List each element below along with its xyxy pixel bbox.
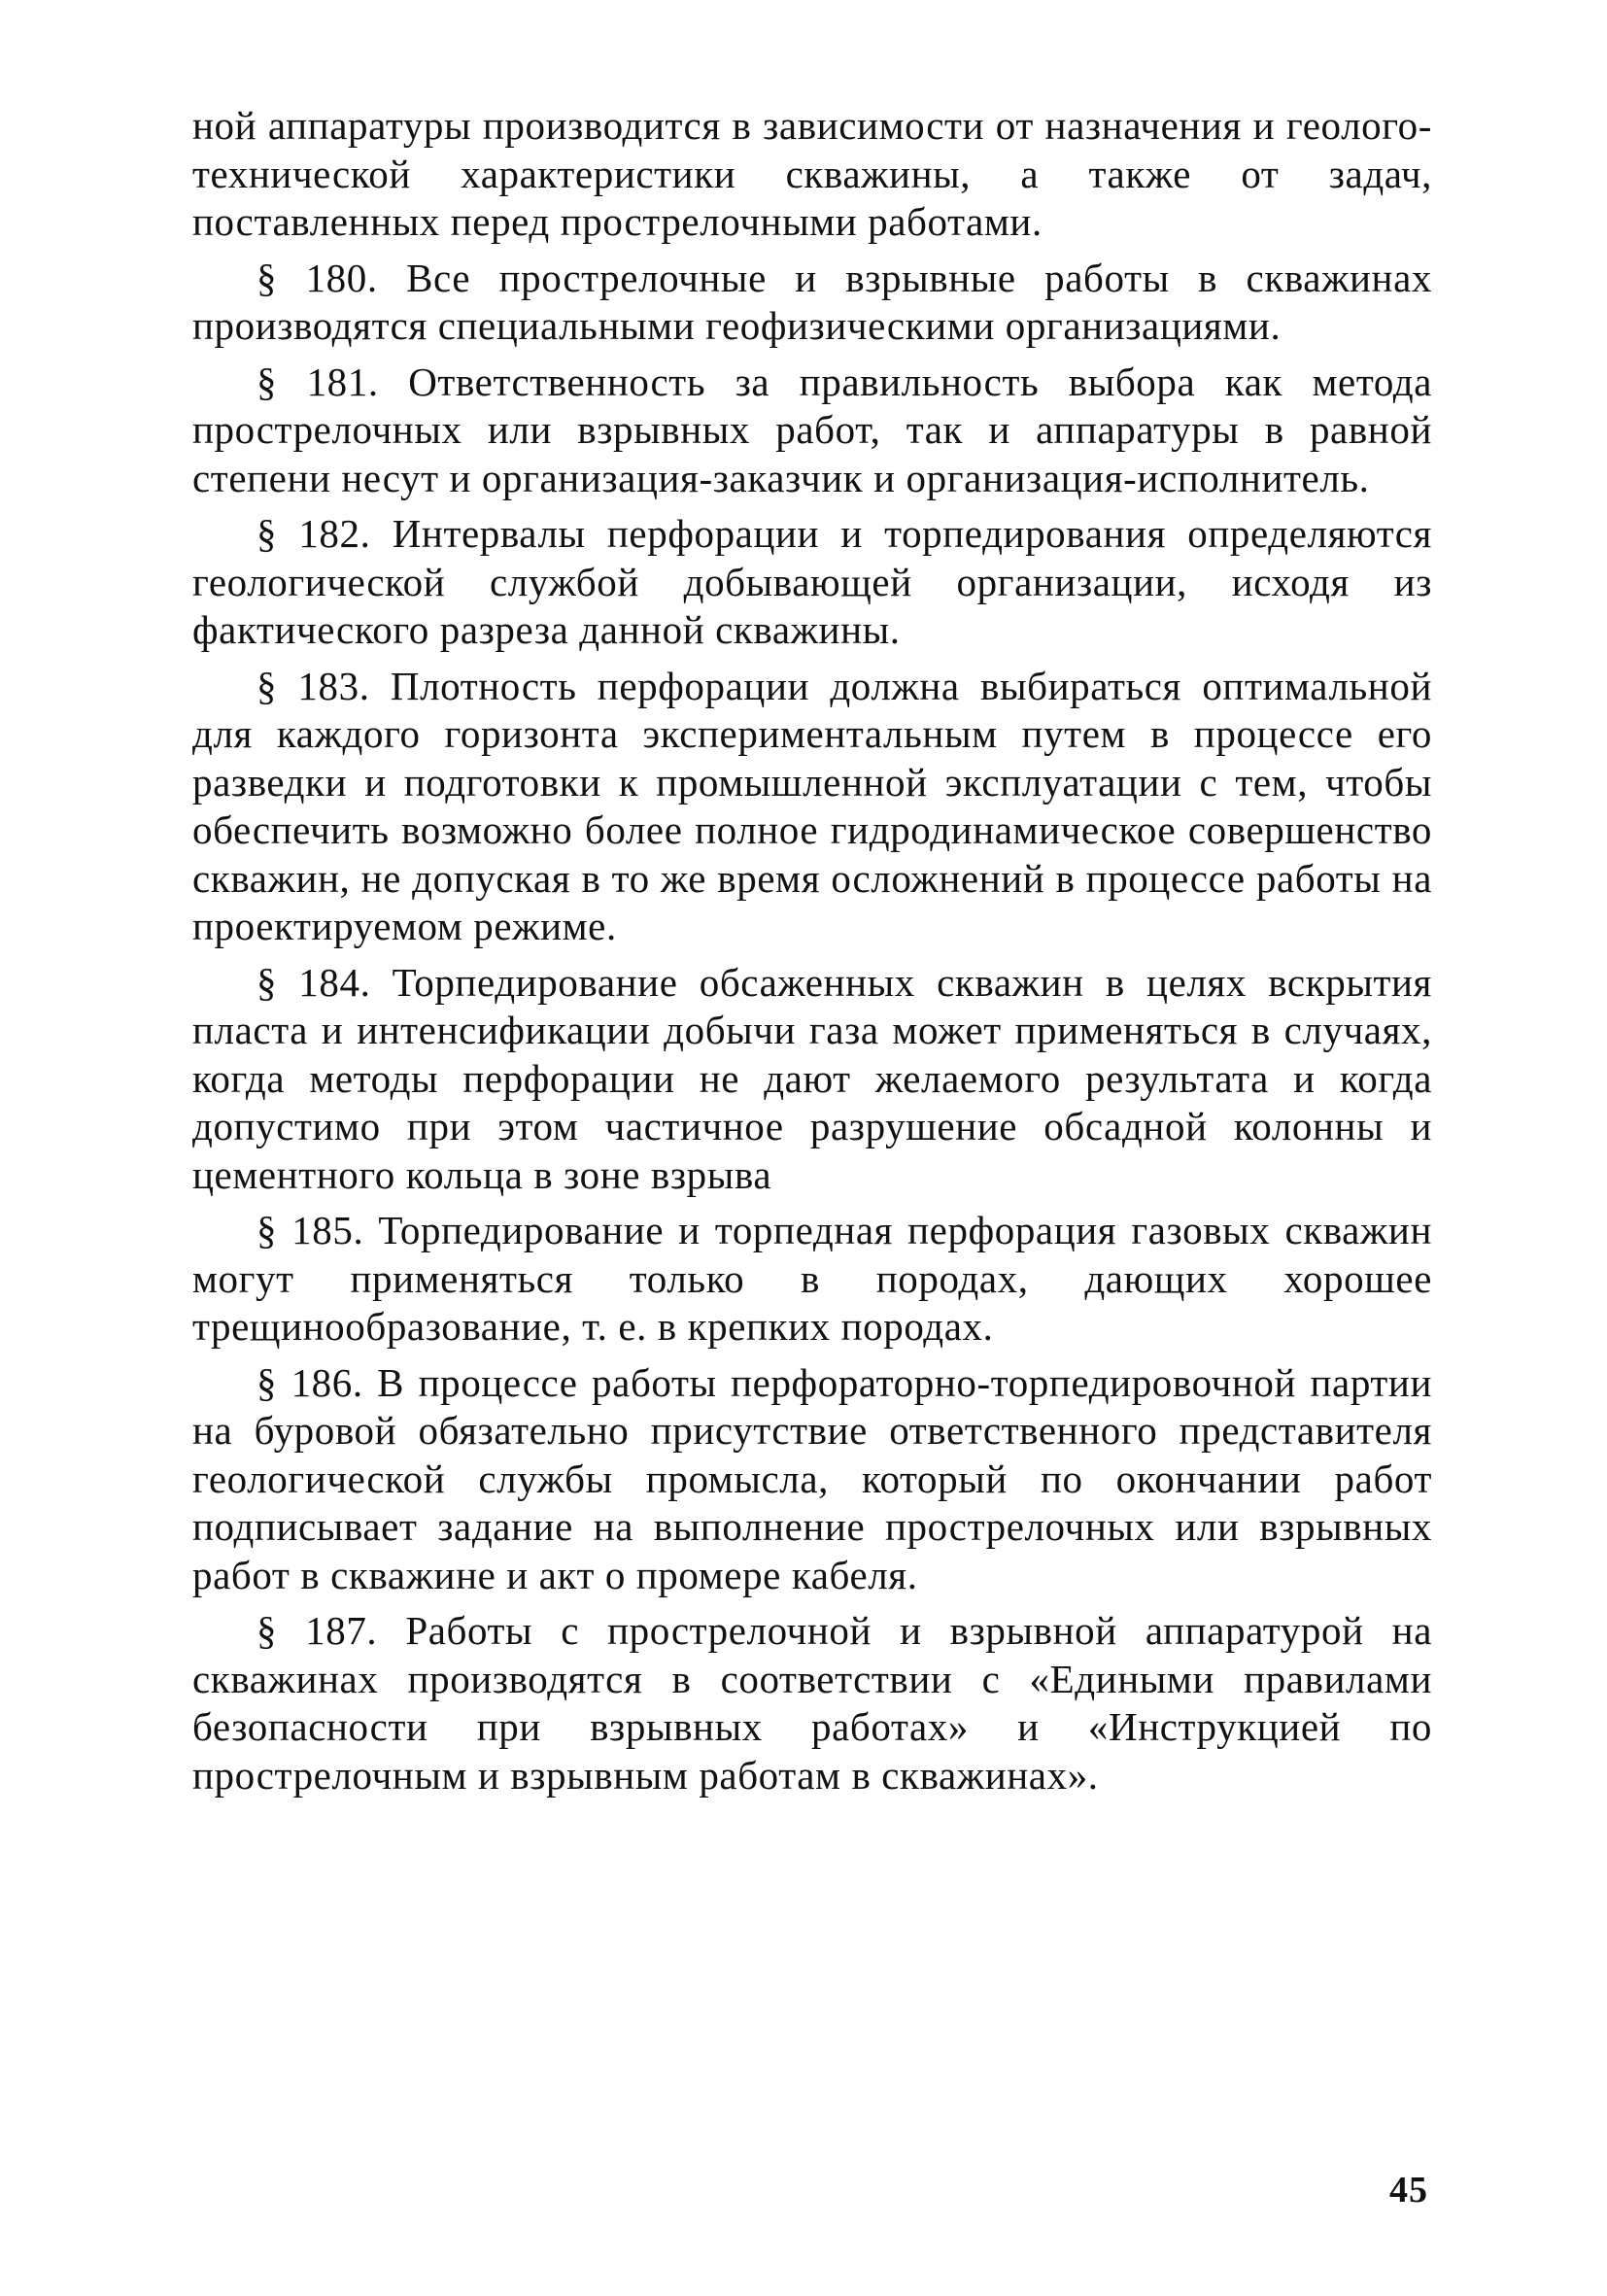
- paragraph-section-185: § 185. Торпедирование и торпедная перфорация газовых скважин могут применяться только в породах, дающих хорошее трещинообразование, т. е. в крепких породах.: [192, 1208, 1432, 1349]
- paragraph-section-187: § 187. Работы с прострелочной и взрывной аппаратурой на скважинах производятся в соответствии с «Едиными правилами безопасности при взрывных работах» и «Инструкцией по прострелочным и взрывным работам в скважинах».: [192, 1608, 1432, 1798]
- page-number: 45: [1389, 2170, 1428, 2210]
- document-page: [192, 102, 1432, 1807]
- paragraph-continuation: ной аппаратуры производится в зависимости от назначения и геолого-технической характеристики скважины, а также от задач, поставленных перед прострелочными работами.: [192, 103, 1432, 244]
- paragraph-section-181: § 181. Ответственность за правильность выбора как метода прострелочных или взрывных работ, так и аппаратуры в равной степени несут и организация-заказчик и организация-исполнитель.: [192, 359, 1432, 500]
- paragraph-section-186: § 186. В процессе работы перфораторно-торпедировочной партии на буровой обязательно присутствие ответственного представителя геологической службы промысла, который по окончании работ подписывает задание на выполнение прострелочных или взрывных работ в скважине и акт о промере кабеля.: [192, 1359, 1432, 1597]
- paragraph-section-180: § 180. Все прострелочные и взрывные работы в скважинах производятся специальными геофизическими организациями.: [192, 255, 1432, 348]
- paragraph-section-184: § 184. Торпедирование обсаженных скважин в целях вскрытия пласта и интенсификации добычи газа может применяться в случаях, когда методы перфорации не дают желаемого результата и когда допустимо при этом частичное разрушение обсадной колонны и цементного кольца в зоне взрыва: [192, 959, 1432, 1197]
- paragraph-section-183: § 183. Плотность перфорации должна выбираться оптимальной для каждого горизонта экспериментальным путем в процессе его разведки и подготовки к промышленной эксплуатации с тем, чтобы обеспечить возможно более полное гидродинамическое совершенство скважин, не допуская в то же время осложнений в процессе работы на проектируемом режиме.: [192, 663, 1432, 948]
- paragraph-section-182: § 182. Интервалы перфорации и торпедирования определяются геологической службой добывающей организации, исходя из фактического разреза данной скважины.: [192, 511, 1432, 652]
